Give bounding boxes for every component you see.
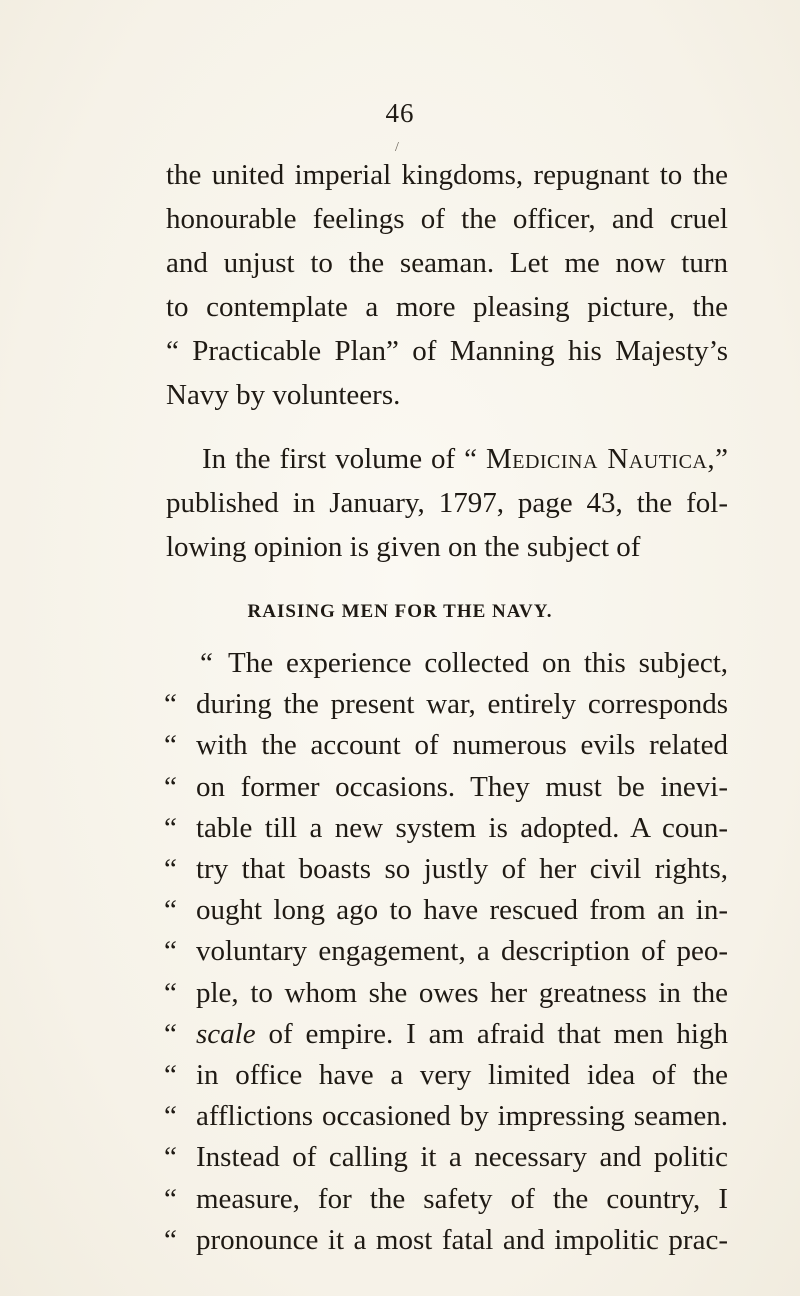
italic-word: scale — [196, 1017, 256, 1050]
quote-line: during the present war, entirely corresponds — [196, 688, 728, 721]
quote-mark: “ — [164, 1017, 177, 1050]
quote-mark: “ — [200, 647, 213, 679]
body-line: published in January, 1797, page 43, the fol- — [166, 487, 728, 519]
quote-line: voluntary engagement, a description of peo- — [196, 935, 728, 968]
quote-mark: “ — [164, 1182, 177, 1215]
quote-mark: “ — [164, 853, 177, 885]
body-line: “ Practicable Plan” of Manning his Majesty’s — [166, 335, 728, 367]
quote-mark: “ — [164, 770, 177, 803]
quote-line: on former occasions. They must be inevi- — [196, 770, 728, 803]
body-line: lowing opinion is given on the subject of — [166, 531, 641, 563]
quote-line: table till a new system is adopted. A coun- — [196, 811, 728, 844]
section-heading: RAISING MEN FOR THE NAVY. — [247, 601, 553, 622]
quote-mark: “ — [164, 1141, 177, 1174]
quote-mark: “ — [164, 1059, 177, 1091]
quote-line: The experience collected on this subject, — [228, 647, 728, 679]
body-line: Navy by volunteers. — [166, 379, 401, 411]
quote-line: Instead of calling it a necessary and politic — [196, 1141, 728, 1174]
quote-line: afflictions occasioned by impressing seamen. — [196, 1100, 728, 1133]
body-line: honourable feelings of the officer, and cruel — [166, 203, 728, 235]
quote-line: try that boasts so justly of her civil rights, — [196, 853, 728, 885]
book-title: Medicina Nautica, — [485, 443, 716, 475]
body-line: the united imperial kingdoms, repugnant to the — [166, 159, 728, 191]
printer-mark: / — [395, 140, 399, 155]
quote-mark: “ — [164, 976, 177, 1009]
page-number: 46 — [385, 98, 415, 128]
quote-mark: “ — [164, 1100, 177, 1133]
body-line — [202, 442, 728, 476]
quote-mark: “ — [164, 811, 177, 844]
quote-mark: “ — [164, 729, 177, 762]
body-text: ” — [715, 443, 728, 475]
quote-line: pronounce it a most fatal and impolitic prac- — [196, 1223, 728, 1256]
quote-line — [196, 1017, 728, 1051]
quote-line: ple, to whom she owes her greatness in the — [196, 976, 728, 1009]
quote-line: ought long ago to have rescued from an in- — [196, 894, 728, 927]
quote-line: in office have a very limited idea of the — [196, 1059, 728, 1091]
quote-mark: “ — [164, 935, 177, 968]
quote-line: with the account of numerous evils related — [196, 729, 728, 762]
body-line: and unjust to the seaman. Let me now turn — [166, 247, 728, 279]
quote-mark: “ — [164, 894, 177, 927]
quote-line: measure, for the safety of the country, I — [196, 1182, 728, 1215]
body-line: to contemplate a more pleasing picture, the — [166, 291, 728, 323]
body-text: In the first volume of “ — [202, 443, 486, 475]
body-text: of empire. I am afraid that men high — [255, 1017, 728, 1050]
quote-mark: “ — [164, 1223, 177, 1256]
quote-mark: “ — [164, 688, 177, 721]
